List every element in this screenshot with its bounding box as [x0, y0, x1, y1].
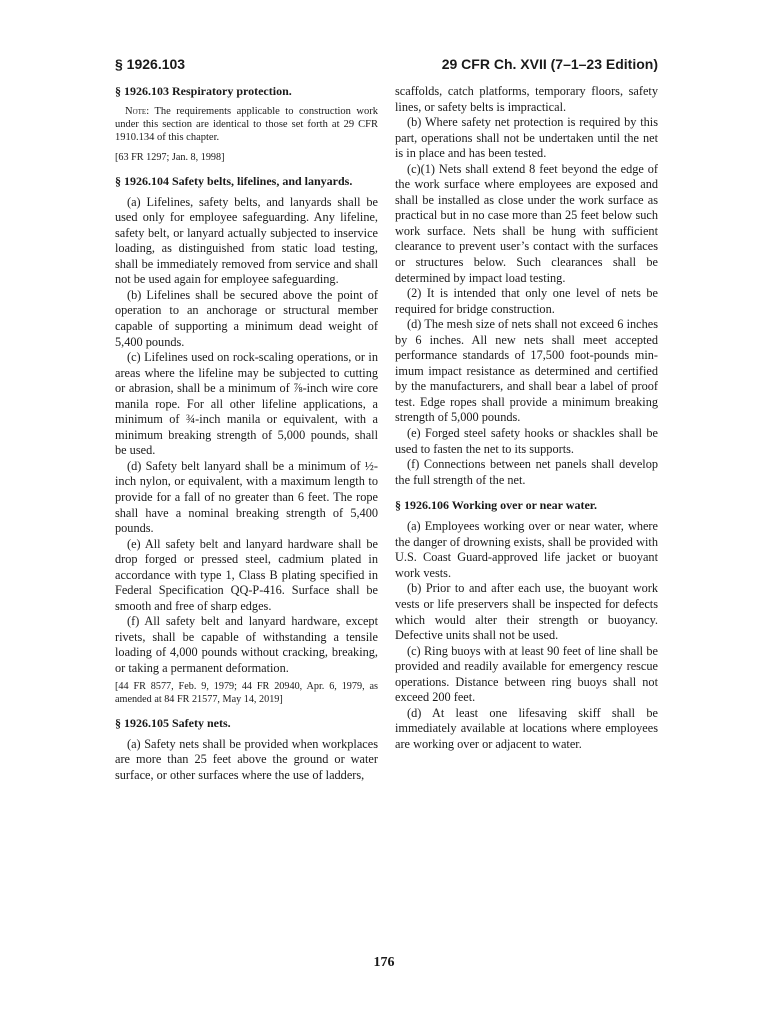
page-number: 176	[373, 955, 395, 970]
paragraph-105-b: (b) Where safety net protection is required by this part, operations shall not be undertaken until the net is in place and has been tested.	[395, 115, 658, 161]
note-label: Note:	[125, 106, 150, 117]
left-column	[115, 84, 378, 783]
citation-1926-103: [63 FR 1297; Jan. 8, 1998]	[115, 151, 225, 163]
paragraph-105-f: (f) Connections between net panels shall develop the full strength of the net.	[395, 457, 658, 487]
paragraph-106-c: (c) Ring buoys with at least 90 feet of line shall be provided and readily available for emergency rescue operations. Distance between ring buoys shall not exceed 200 feet.	[395, 643, 658, 705]
running-header	[115, 56, 658, 78]
header-edition: 29 CFR Ch. XVII (7–1–23 Edition)	[441, 56, 658, 72]
paragraph-106-a: (a) Employees working over or near water, where the danger of drowning exists, shall be provided with U.S. Coast Guard-approved life jacket or buoyant work vests.	[395, 519, 658, 580]
citation-1926-104: [44 FR 8577, Feb. 9, 1979; 44 FR 20940, Apr. 6, 1979, as amended at 84 FR 21577, May 14, 2019]	[115, 680, 378, 705]
paragraph-104-b: (b) Lifelines shall be secured above the point of operation to an anchorage or structural member capable of supporting a minimum dead weight of 5,400 pounds.	[115, 287, 378, 349]
section-heading-1926-103: § 1926.103 Respiratory protection.	[115, 84, 292, 98]
paragraph-104-d: (d) Safety belt lanyard shall be a minimum of ½-inch nylon, or equivalent, with a maximum length to provide for a fall of no greater than 6 feet. The rope shall have a nominal breaking strength of 5,400 pounds.	[115, 458, 378, 536]
paragraph-106-b: (b) Prior to and after each use, the buoyant work vests or life preservers shall be inspected for defects which would alter their strength or buoyancy. Defective units shall not be used.	[395, 581, 658, 643]
paragraph-104-e: (e) All safety belt and lanyard hardware shall be drop forged or pressed steel, cadmium plated in accordance with type 1, Class B plating specified in Federal Specification QQ-P-416. Surface shall be smooth and free of sharp edges.	[115, 536, 378, 613]
paragraph-105-a: (a) Safety nets shall be provided when workplaces are more than 25 feet above the ground or water surface, or other surfaces where the use of ladders,	[115, 736, 378, 782]
paragraph-105-c2: (2) It is intended that only one level of nets be required for bridge construction.	[395, 286, 658, 316]
paragraph-104-a: (a) Lifelines, safety belts, and lanyards shall be used only for employee safeguarding. Any lifeline, safety belt, or lanyard actually subjected to inservice loading, as distinguished from static load testing, shall be immediately removed from service and shall not be used again for employee safeguarding.	[115, 194, 378, 287]
paragraph-104-f: (f) All safety belt and lanyard hardware, except rivets, shall be capable of withstanding a tensile loading of 4,000 pounds without cracking, breaking, or taking a permanent deformation.	[115, 614, 378, 676]
section-heading-1926-106: § 1926.106 Working over or near water.	[395, 498, 597, 513]
paragraph-104-c: (c) Lifelines used on rock-scaling operations, or in areas where the lifeline may be subjected to cutting or abrasion, shall be a minimum of ⅞-inch wire core manila rope. For all other lifeline applications, a minimum of ¾-inch manila or equivalent, with a minimum breaking strength of 5,000 pounds, shall be used.	[115, 350, 378, 458]
paragraph-105-c1: (c)(1) Nets shall extend 8 feet beyond the edge of the work surface where employees are exposed and shall be installed as close under the work surface as practical but in no case more than 25 feet below such work surface. Nets shall be hung with sufficient clearance to prevent user’s contact with the surfaces or structures below. Such clearances shall be determined by impact load testing.	[395, 161, 658, 285]
section-note	[115, 105, 378, 145]
right-column	[395, 84, 658, 752]
paragraph-105-d: (d) The mesh size of nets shall not exceed 6 inches by 6 inches. All new nets shall meet accepted performance standards of 17,500 foot-pounds minimum impact resistance as determined and certified by the manufacturers, and shall bear a label of proof test. Edge ropes shall provide a minimum breaking strength of 5,000 pounds.	[395, 317, 658, 425]
section-heading-1926-104: § 1926.104 Safety belts, lifelines, and lanyards.	[115, 173, 353, 188]
section-heading-1926-105: § 1926.105 Safety nets.	[115, 715, 231, 730]
paragraph-105-a-continued: scaffolds, catch platforms, temporary floors, safety lines, or safety belts is impractical.	[395, 84, 658, 114]
paragraph-105-e: (e) Forged steel safety hooks or shackles shall be used to fasten the net to its supports.	[395, 426, 658, 456]
header-section-ref: § 1926.103	[115, 56, 186, 72]
note-text: The requirements applicable to construction work under this section are identical to those set forth at 29 CFR 1910.134 of this chapter.	[115, 106, 379, 144]
paragraph-106-d: (d) At least one lifesaving skiff shall be immediately available at locations where employees are working over or adjacent to water.	[395, 705, 658, 751]
